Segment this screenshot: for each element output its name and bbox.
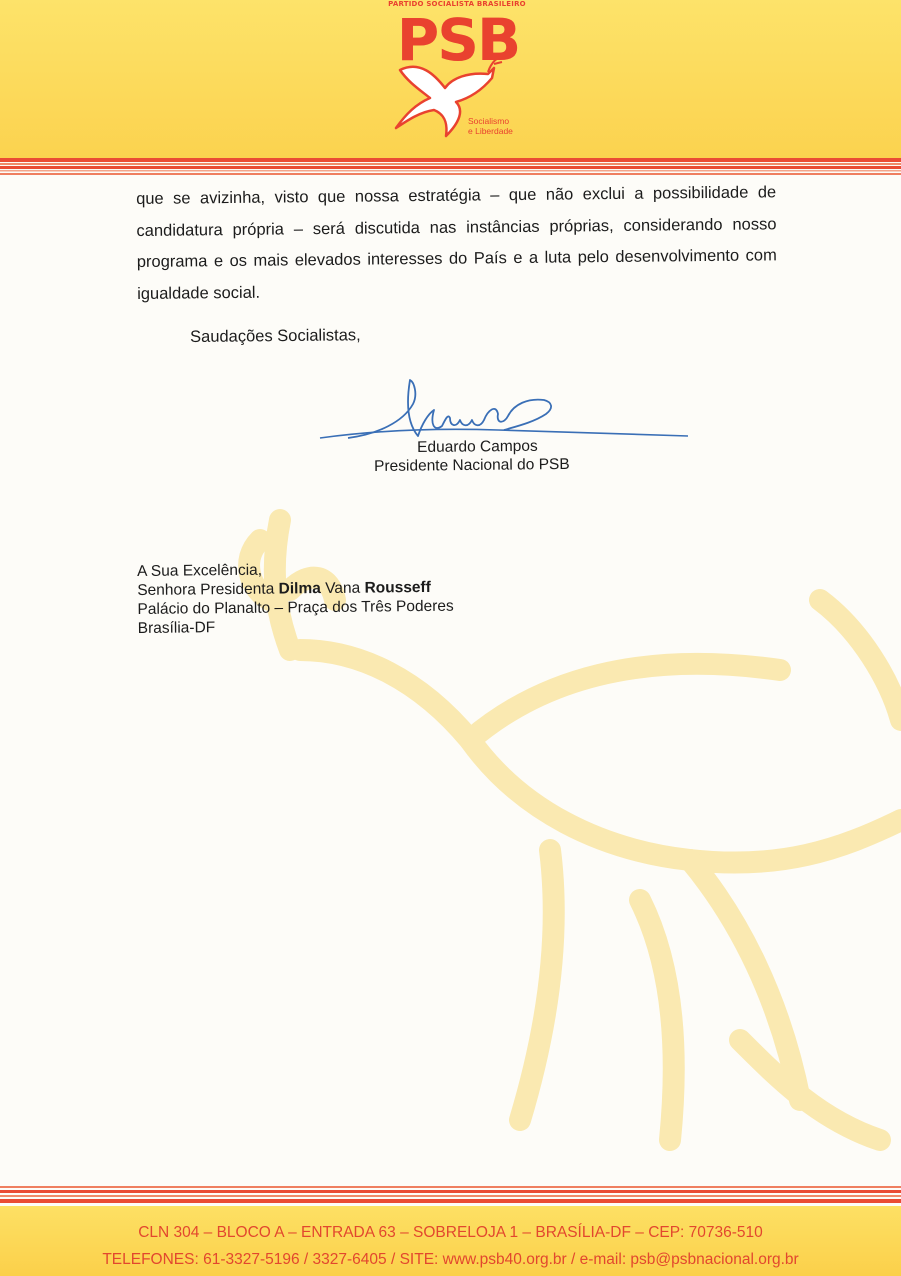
letterhead-header (0, 0, 901, 162)
signer-name: Eduardo Campos (417, 437, 538, 456)
party-name: PARTIDO SOCIALISTA BRASILEIRO (388, 0, 526, 8)
party-acronym: PSB (396, 6, 520, 74)
footer-contacts: TELEFONES: 61-3327-5196 / 3327-6405 / SITE: www.psb40.org.br / e-mail: psb@psbnacional.org.br (102, 1251, 799, 1268)
closing-salutation: Saudações Socialistas, (190, 326, 361, 346)
recipient-line-4: Brasília-DF (137, 619, 216, 637)
recipient-last-name: Rousseff (364, 578, 431, 597)
party-motto: Socialismo e Liberdade (468, 116, 513, 136)
letterhead-footer (0, 1206, 901, 1276)
footer-address: CLN 304 – BLOCO A – ENTRADA 63 – SOBRELOJA 1 – BRASÍLIA-DF – CEP: 70736-510 (138, 1224, 763, 1241)
recipient-line-1: A Sua Excelência, (137, 561, 263, 580)
recipient-address (137, 559, 454, 638)
footer-stripes (0, 1186, 901, 1206)
body-paragraph: que se avizinha, visto que nossa estratégia – que não exclui a possibilidade de candidatura própria – será discutida nas instâncias próprias, considerando nosso programa e os mais elevados interesses do País e a luta pelo desenvolvimento com igualdade social. (136, 183, 777, 303)
psb-logo (382, 0, 532, 150)
recipient-first-name: Dilma (278, 580, 321, 598)
recipient-line-2: Senhora Presidenta Dilma Vana Rousseff (137, 578, 431, 599)
signer-role: Presidente Nacional do PSB (374, 455, 570, 475)
recipient-line-3: Palácio do Planalto – Praça dos Três Poderes (137, 597, 454, 618)
